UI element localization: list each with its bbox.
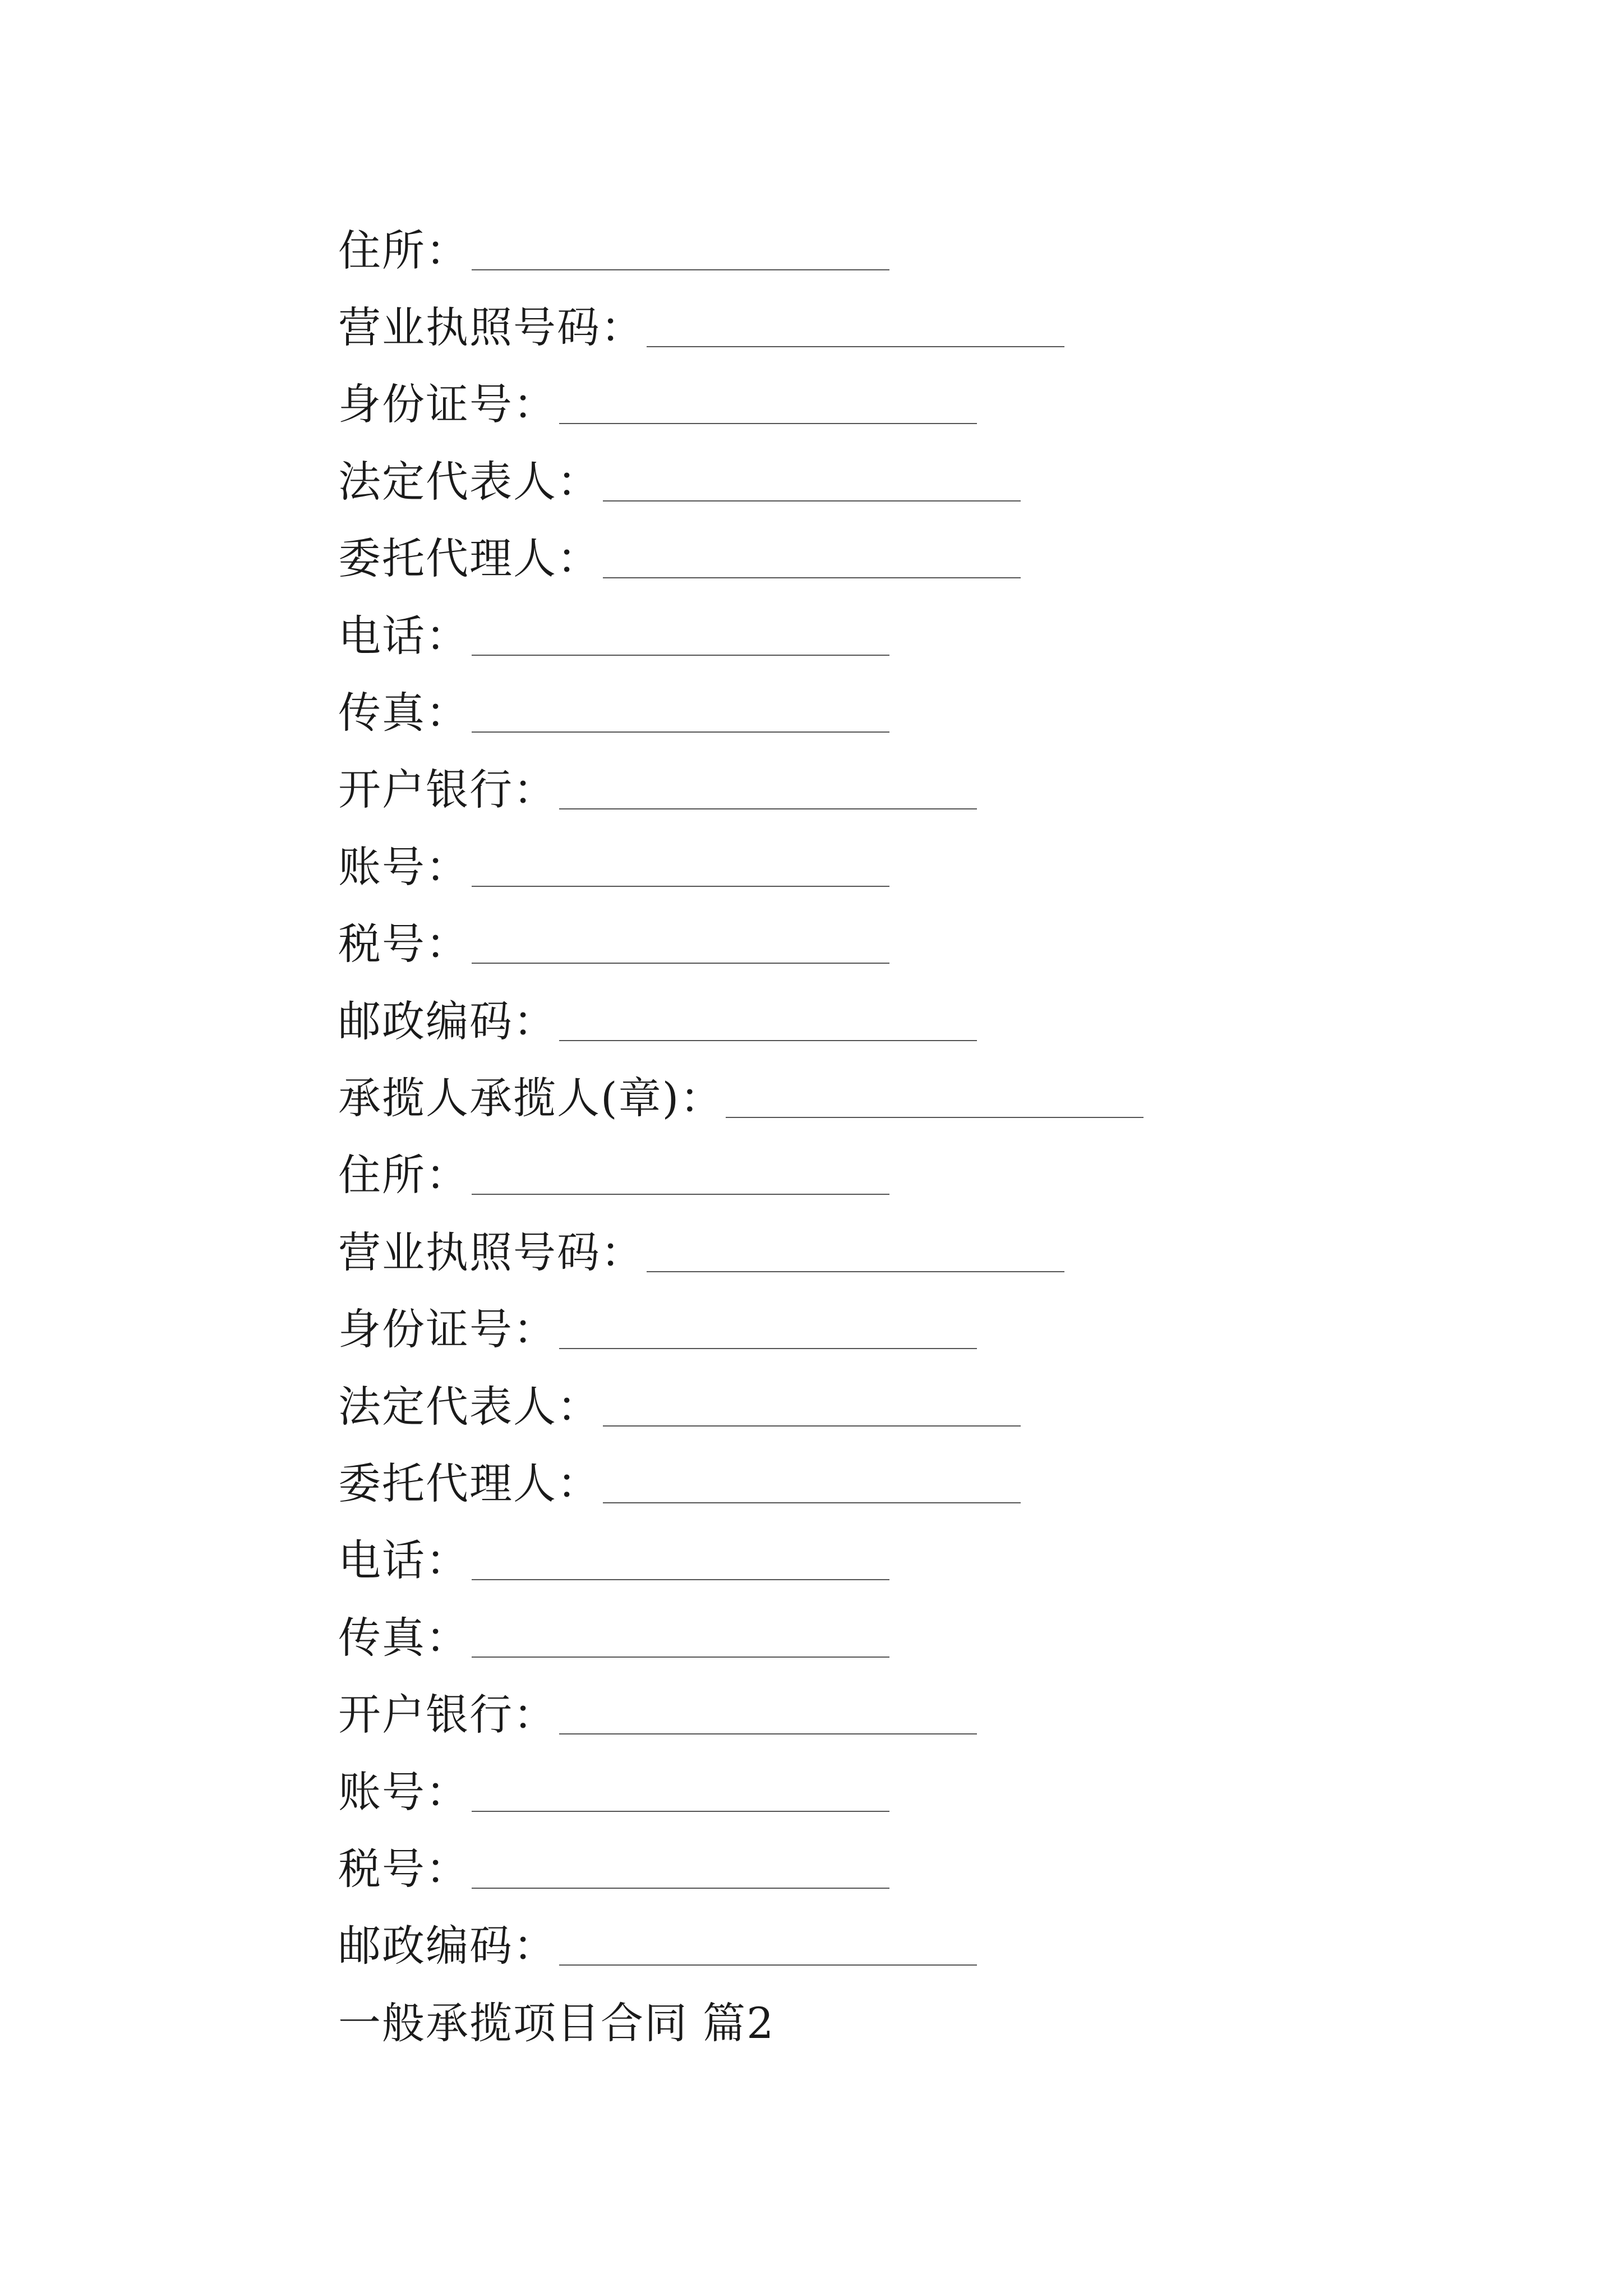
field-row <box>338 1830 1460 1907</box>
field-label: 邮政编码： <box>338 1921 557 1971</box>
field-label: 营业执照号码： <box>338 302 644 353</box>
fill-in-blank[interactable] <box>603 577 1021 578</box>
field-row <box>338 1676 1460 1753</box>
field-row <box>338 289 1460 366</box>
field-row <box>338 1060 1460 1137</box>
field-row <box>338 597 1460 674</box>
fill-in-blank[interactable] <box>472 963 889 964</box>
fill-in-blank[interactable] <box>603 1502 1021 1503</box>
fill-in-blank[interactable] <box>472 1888 889 1889</box>
field-label: 电话： <box>338 1535 469 1586</box>
field-label: 住所： <box>338 1150 469 1200</box>
field-row <box>338 1368 1460 1445</box>
field-row <box>338 906 1460 983</box>
fill-in-blank[interactable] <box>559 808 977 809</box>
fill-in-blank[interactable] <box>472 1194 889 1195</box>
fill-in-blank[interactable] <box>472 886 889 887</box>
field-row <box>338 1214 1460 1291</box>
fill-in-blank[interactable] <box>472 1657 889 1658</box>
field-label: 营业执照号码： <box>338 1227 644 1277</box>
field-row <box>338 1908 1460 1985</box>
field-row <box>338 212 1460 289</box>
section-heading <box>338 1985 1460 2062</box>
field-label: 身份证号： <box>338 379 557 430</box>
fill-in-blank[interactable] <box>559 1348 977 1349</box>
field-label: 税号： <box>338 919 469 969</box>
field-row <box>338 521 1460 597</box>
field-row <box>338 1599 1460 1676</box>
field-label: 账号： <box>338 1766 469 1817</box>
fill-in-blank[interactable] <box>603 500 1021 501</box>
fill-in-blank[interactable] <box>647 346 1064 347</box>
field-row <box>338 752 1460 829</box>
field-row <box>338 983 1460 1060</box>
fill-in-blank[interactable] <box>559 1040 977 1041</box>
field-row <box>338 366 1460 443</box>
field-label: 身份证号： <box>338 1304 557 1355</box>
field-row <box>338 1445 1460 1522</box>
field-label: 电话： <box>338 610 469 661</box>
field-label: 委托代理人： <box>338 533 601 584</box>
field-row <box>338 1291 1460 1368</box>
field-label: 税号： <box>338 1843 469 1894</box>
field-label: 开户银行： <box>338 765 557 815</box>
field-label: 委托代理人： <box>338 1458 601 1508</box>
field-label: 法定代表人： <box>338 1381 601 1432</box>
field-row <box>338 829 1460 905</box>
fill-in-blank[interactable] <box>472 269 889 270</box>
fill-in-blank[interactable] <box>726 1117 1144 1118</box>
fill-in-blank[interactable] <box>472 731 889 733</box>
field-label: 传真： <box>338 688 469 738</box>
field-label: 承揽人承揽人(章)： <box>338 1073 724 1123</box>
field-row <box>338 1137 1460 1214</box>
field-label: 开户银行： <box>338 1690 557 1740</box>
fill-in-blank[interactable] <box>559 1733 977 1734</box>
field-label: 账号： <box>338 841 469 892</box>
field-row <box>338 443 1460 520</box>
field-row <box>338 1754 1460 1830</box>
field-label: 邮政编码： <box>338 996 557 1046</box>
contract-field-list <box>338 212 1460 2062</box>
fill-in-blank[interactable] <box>559 423 977 424</box>
field-row <box>338 1522 1460 1599</box>
fill-in-blank[interactable] <box>472 1579 889 1580</box>
fill-in-blank[interactable] <box>559 1964 977 1966</box>
fill-in-blank[interactable] <box>603 1425 1021 1427</box>
section-heading-text: 一般承揽项目合同 篇2 <box>338 1998 775 2048</box>
field-label: 传真： <box>338 1612 469 1663</box>
field-row <box>338 674 1460 751</box>
fill-in-blank[interactable] <box>472 1811 889 1812</box>
fill-in-blank[interactable] <box>647 1271 1064 1272</box>
field-label: 住所： <box>338 225 469 275</box>
field-label: 法定代表人： <box>338 456 601 507</box>
fill-in-blank[interactable] <box>472 655 889 656</box>
